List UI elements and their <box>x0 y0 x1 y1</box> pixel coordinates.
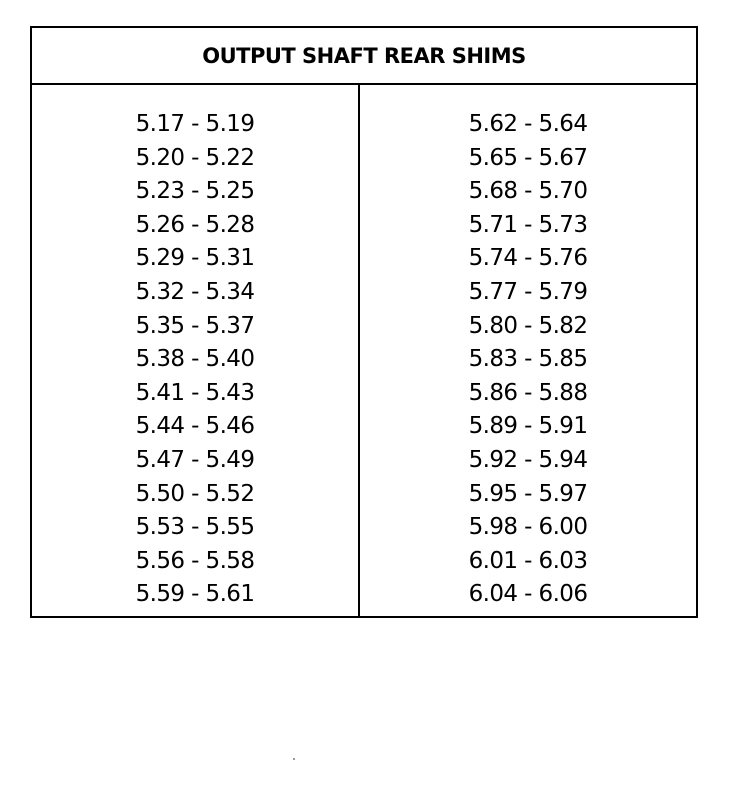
shim-range-cell: 5.35 - 5.37 <box>135 312 255 339</box>
shim-range-cell: 5.20 - 5.22 <box>135 144 255 171</box>
shim-range-cell: 5.41 - 5.43 <box>135 379 255 406</box>
shim-range-cell: 5.62 - 5.64 <box>468 111 588 137</box>
shim-range-cell: 5.50 - 5.52 <box>135 480 255 507</box>
shim-range-cell: 5.86 - 5.88 <box>468 379 588 406</box>
shim-range-cell: 5.65 - 5.67 <box>468 144 588 171</box>
shim-range-cell: 5.44 - 5.46 <box>135 413 255 440</box>
table-header <box>32 28 696 85</box>
output-shaft-rear-shims-table <box>30 26 698 618</box>
shim-range-cell: 5.68 - 5.70 <box>468 178 588 205</box>
shim-range-cell: 5.26 - 5.28 <box>135 211 255 238</box>
shim-range-cell: 5.83 - 5.85 <box>468 346 588 373</box>
shim-range-cell: 5.95 - 5.97 <box>468 480 588 507</box>
shim-range-cell: 5.98 - 6.00 <box>468 514 588 541</box>
table-title: OUTPUT SHAFT REAR SHIMS <box>202 43 526 68</box>
left-column <box>32 108 358 612</box>
shim-range-cell: 5.38 - 5.40 <box>135 346 255 373</box>
shim-range-cell: 5.29 - 5.31 <box>135 245 255 272</box>
shim-range-cell: 5.74 - 5.76 <box>468 245 588 272</box>
shim-range-cell: 5.89 - 5.91 <box>468 413 588 440</box>
shim-range-cell: 5.17 - 5.19 <box>135 111 255 137</box>
right-column <box>360 108 696 612</box>
scan-speck <box>293 758 295 760</box>
shim-range-cell: 5.53 - 5.55 <box>135 514 255 541</box>
shim-range-cell: 5.32 - 5.34 <box>135 278 255 305</box>
shim-range-cell: 6.04 - 6.06 <box>468 581 588 608</box>
shim-range-cell: 5.23 - 5.25 <box>135 178 255 205</box>
shim-range-cell: 5.71 - 5.73 <box>468 211 588 238</box>
shim-range-cell: 6.01 - 6.03 <box>468 547 588 574</box>
shim-range-cell: 5.56 - 5.58 <box>135 547 255 574</box>
shim-range-cell: 5.47 - 5.49 <box>135 446 255 473</box>
shim-range-cell: 5.92 - 5.94 <box>468 446 588 473</box>
shim-range-cell: 5.77 - 5.79 <box>468 278 588 305</box>
shim-range-cell: 5.80 - 5.82 <box>468 312 588 339</box>
shim-range-cell: 5.59 - 5.61 <box>135 581 255 608</box>
